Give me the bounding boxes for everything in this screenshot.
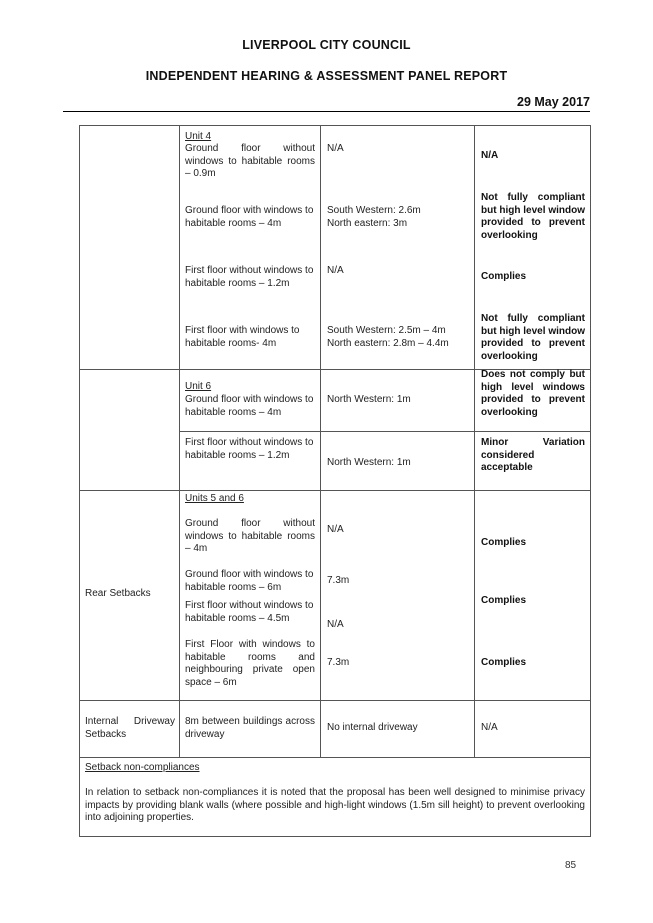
units56-r2-control: Ground floor with windows to habitable rooms – 6m: [185, 569, 314, 593]
units56-r3-proposed: N/A: [327, 619, 344, 630]
units56-r4-compliance: Complies: [481, 657, 527, 668]
units56-r2-compliance: Complies: [481, 595, 527, 606]
driveway-bottom-border: [79, 757, 591, 758]
units56-r2-proposed: 7.3m: [327, 575, 350, 586]
units56-heading: Units 5 and 6: [185, 493, 244, 504]
unit4-r3-control: First floor without windows to habitable rooms – 1.2m: [185, 265, 314, 289]
driveway-top-border: [79, 700, 591, 701]
report-title: INDEPENDENT HEARING & ASSESSMENT PANEL REPORT: [145, 69, 508, 83]
unit6-r2-compliance: Minor Variation considered acceptable: [481, 437, 585, 473]
unit4-r1-proposed: N/A: [327, 143, 344, 154]
unit4-r1-control: Ground floor without windows to habitable rooms – 0.9m: [185, 143, 315, 179]
unit4-heading: Unit 4: [185, 131, 212, 142]
unit4-r4-compliance: Not fully compliant but high level window provided to prevent overlooking: [481, 313, 585, 362]
unit4-r4-proposed: South Western: 2.5m – 4m North eastern: 2.8m – 4.4m: [327, 325, 449, 349]
driveway-category: Internal Driveway Setbacks: [85, 716, 175, 740]
units56-r3-control: First floor without windows to habitable rooms – 4.5m: [185, 600, 314, 624]
col-divider-1: [179, 125, 180, 757]
table-left-border: [79, 125, 80, 836]
page-number: 85: [565, 860, 577, 871]
noncompliance-text: In relation to setback non-compliances it is noted that the proposal has been well designed to minimise privacy impacts by providing blank walls (where possible and high-light windows (1.5m sill height) to prevent overlooking into adjoining properties.: [85, 787, 585, 823]
council-name: LIVERPOOL CITY COUNCIL: [242, 38, 411, 52]
col-divider-2: [320, 125, 321, 757]
unit4-r3-compliance: Complies: [481, 271, 527, 282]
unit6-r1-proposed: North Western: 1m: [327, 394, 411, 405]
units56-top-border: [79, 490, 591, 491]
unit6-row-divider: [179, 431, 591, 432]
unit6-r2-control: First floor without windows to habitable rooms – 1.2m: [185, 437, 314, 461]
unit6-r1-control: Ground floor with windows to habitable rooms – 4m: [185, 394, 314, 418]
units56-r1-control: Ground floor without windows to habitable rooms – 4m: [185, 518, 315, 554]
unit4-r2-proposed: South Western: 2.6m North eastern: 3m: [327, 205, 421, 229]
table-right-border: [590, 125, 591, 836]
noncompliance-heading: Setback non-compliances: [85, 762, 200, 773]
driveway-compliance: N/A: [481, 722, 498, 733]
units56-r1-compliance: Complies: [481, 537, 527, 548]
col-divider-3: [474, 125, 475, 757]
unit6-heading: Unit 6: [185, 381, 212, 392]
unit6-r1-compliance: Does not comply but high level windows provided to prevent overlooking: [481, 369, 585, 418]
table-top-border: [79, 125, 591, 126]
driveway-proposed: No internal driveway: [327, 722, 418, 733]
units56-r4-control: First Floor with windows to habitable rooms and neighbouring private open space – 6m: [185, 639, 315, 688]
driveway-control: 8m between buildings across driveway: [185, 716, 315, 740]
unit4-r2-compliance: Not fully compliant but high level window provided to prevent overlooking: [481, 192, 585, 241]
unit4-r1-compliance: N/A: [481, 150, 499, 161]
units56-r4-proposed: 7.3m: [327, 657, 350, 668]
unit4-r2-control: Ground floor with windows to habitable rooms – 4m: [185, 205, 314, 229]
unit4-r4-control: First floor with windows to habitable rooms- 4m: [185, 325, 300, 349]
table-bottom-border: [79, 836, 591, 837]
rear-setbacks-label: Rear Setbacks: [85, 588, 151, 599]
unit4-r3-proposed: N/A: [327, 265, 344, 276]
units56-r1-proposed: N/A: [327, 524, 344, 535]
unit6-r2-proposed: North Western: 1m: [327, 457, 411, 468]
report-date: 29 May 2017: [517, 95, 590, 109]
header-rule: [63, 111, 590, 112]
